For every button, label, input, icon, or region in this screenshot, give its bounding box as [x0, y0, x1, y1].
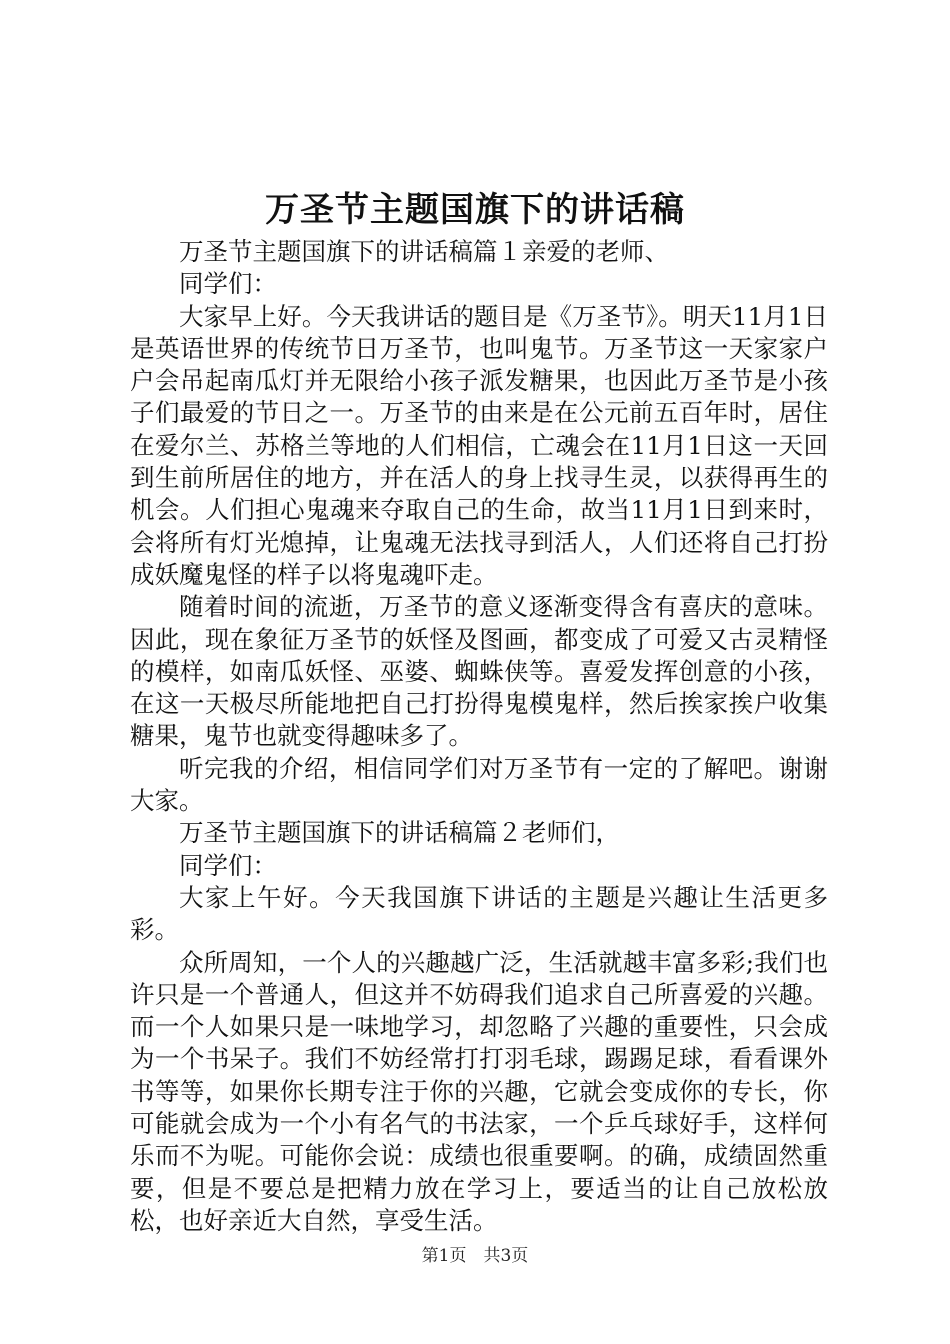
paragraph: 大家上午好。今天我国旗下讲话的主题是兴趣让生活更多彩。 — [130, 882, 828, 945]
paragraph: 同学们： — [179, 850, 277, 880]
document-title: 万圣节主题国旗下的讲话稿 — [265, 190, 685, 230]
paragraph: 众所周知，一个人的兴趣越广泛，生活就越丰富多彩;我们也许只是一个普通人，但这并不妨碍我们追求自己所喜爱的兴趣。而一个人如果只是一味地学习，却忽略了兴趣的重要性，只会成为一个书呆子。我们不妨经常打打羽毛球，踢踢足球，看看课外书等等，如果你长期专注于你的兴趣，它就会变成你的专长，你可能就会成为一个小有名气的书法家，一个乒乓球好手，这样何乐而不为呢。可能你会说：成绩也很重要啊。的确，成绩固然重要，但是不要总是把精力放在学习上，要适当的让自己放松放松，也好亲近大自然，享受生活。 — [130, 947, 828, 1235]
paragraph: 随着时间的流逝，万圣节的意义逐渐变得含有喜庆的意味。因此，现在象征万圣节的妖怪及图画，都变成了可爱又古灵精怪的模样，如南瓜妖怪、巫婆、蜘蛛侠等。喜爱发挥创意的小孩，在这一天极尽所能地把自己打扮得鬼模鬼样，然后挨家挨户收集糖果，鬼节也就变得趣味多了。 — [130, 592, 828, 751]
page-footer — [0, 1244, 950, 1268]
document-body — [130, 236, 828, 1237]
paragraph: 万圣节主题国旗下的讲话稿篇１亲爱的老师、 — [179, 237, 669, 266]
paragraph: 大家早上好。今天我讲话的题目是《万圣节》。明天11月1日是英语世界的传统节日万圣节，也叫鬼节。万圣节这一天家家户户会吊起南瓜灯并无限给小孩子派发糖果，也因此万圣节是小孩子们最爱的节日之一。万圣节的由来是在公元前五百年时，居住在爱尔兰、苏格兰等地的人们相信，亡魂会在11月1日这一天回到生前所居住的地方，并在活人的身上找寻生灵，以获得再生的机会。人们担心鬼魂来夺取自己的生命，故当11月1日到来时，会将所有灯光熄掉，让鬼魂无法找寻到活人，人们还将自己打扮成妖魔鬼怪的样子以将鬼魂吓走。 — [130, 301, 828, 589]
paragraph: 听完我的介绍，相信同学们对万圣节有一定的了解吧。谢谢大家。 — [130, 753, 828, 816]
paragraph: 万圣节主题国旗下的讲话稿篇２老师们， — [179, 818, 620, 848]
page-indicator: 第1页 共3页 — [421, 1246, 529, 1266]
paragraph: 同学们： — [179, 269, 277, 299]
